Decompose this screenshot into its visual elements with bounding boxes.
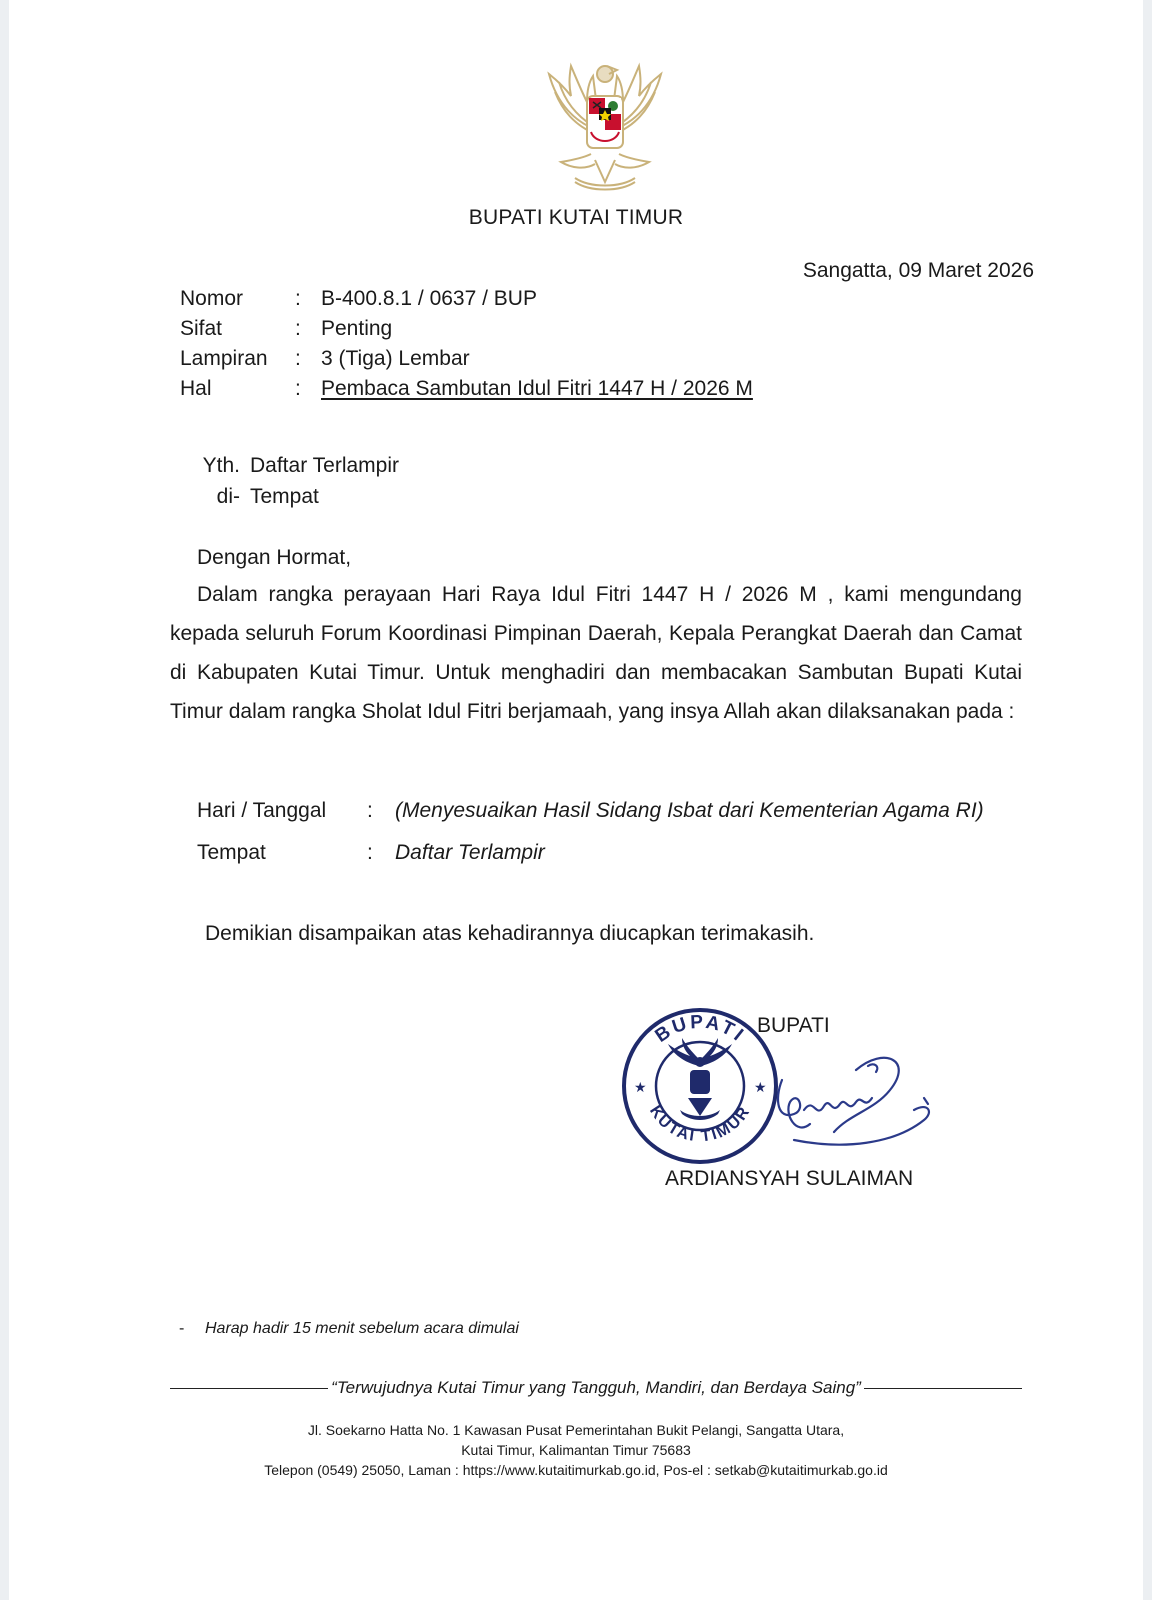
meta-colon: : (295, 347, 301, 370)
letter-page (9, 0, 1143, 1600)
event-row-place (197, 838, 984, 880)
meta-value: 3 (Tiga) Lembar (321, 347, 470, 370)
footer-line-region: Kutai Timur, Kalimantan Timur 75683 (461, 1442, 691, 1458)
addressee-location-value: Tempat (250, 485, 319, 508)
event-value: (Menyesuaikan Hasil Sidang Isbat dari Kementerian Agama RI) (395, 799, 984, 822)
salutation: Dengan Hormat, (197, 546, 352, 569)
meta-colon: : (295, 317, 301, 340)
closing-sentence: Demikian disampaikan atas kehadirannya diucapkan terimakasih. (205, 922, 815, 945)
note-bullet: - (179, 1320, 185, 1337)
note-text: Harap hadir 15 menit sebelum acara dimulai (205, 1320, 519, 1337)
addressee-location-prefix: di- (216, 485, 240, 508)
meta-row-lampiran (180, 344, 753, 374)
place-date: Sangatta, 09 Maret 2026 (802, 259, 1034, 282)
meta-key: Lampiran (180, 347, 268, 370)
event-value: Daftar Terlampir (395, 841, 545, 864)
event-row-date (197, 796, 984, 838)
meta-key: Hal (180, 377, 212, 400)
meta-value: B-400.8.1 / 0637 / BUP (321, 287, 537, 310)
meta-colon: : (295, 287, 301, 310)
footer-address (9, 1420, 1143, 1480)
event-key: Hari / Tanggal (197, 799, 327, 822)
addressee-block (180, 450, 399, 512)
divider-left (170, 1388, 328, 1389)
footer-line-street: Jl. Soekarno Hatta No. 1 Kawasan Pusat Pemerintahan Bukit Pelangi, Sangatta Utara, (307, 1422, 845, 1438)
footer-line-contact: Telepon (0549) 25050, Laman : https://www.kutaitimurkab.go.id, Pos-el : setkab@kutaitimurkab.go.id (264, 1462, 888, 1478)
svg-text:BUPATI: BUPATI (651, 1011, 750, 1048)
signatory-position: BUPATI (757, 1014, 830, 1037)
signatory-name: ARDIANSYAH SULAIMAN (665, 1167, 914, 1190)
event-colon: : (367, 841, 373, 864)
signature-scribble-icon (764, 1040, 944, 1170)
addressee-location-row (180, 481, 399, 512)
meta-value: Penting (321, 317, 393, 340)
attendance-note (179, 1320, 519, 1338)
letter-meta (180, 284, 753, 404)
divider-right (864, 1388, 1022, 1389)
event-details (197, 796, 984, 880)
meta-row-nomor (180, 284, 753, 314)
meta-row-hal (180, 374, 753, 404)
letterhead-title: BUPATI KUTAI TIMUR (468, 206, 684, 229)
meta-value-subject: Pembaca Sambutan Idul Fitri 1447 H / 2026 M (321, 377, 753, 400)
garuda-emblem-icon (535, 52, 675, 194)
meta-row-sifat (180, 314, 753, 344)
event-key: Tempat (197, 841, 266, 864)
motto-text: “Terwujudnya Kutai Timur yang Tangguh, Mandiri, dan Berdaya Saing” (331, 1378, 861, 1397)
svg-text:KUTAI TIMUR: KUTAI TIMUR (645, 1102, 755, 1146)
addressee-value: Daftar Terlampir (250, 454, 399, 477)
motto-line (170, 1378, 1022, 1398)
body-paragraph: Dalam rangka perayaan Hari Raya Idul Fitri 1447 H / 2026 M , kami mengundang kepada seluruh Forum Koordinasi Pimpinan Daerah, Kepala Perangkat Daerah dan Camat di Kabupaten Kutai Timur. Untuk menghadiri dan membacakan Sambutan Bupati Kutai Timur dalam rangka Sholat Idul Fitri berjamaah, yang insya Allah akan dilaksanakan pada : (170, 583, 1022, 723)
meta-colon: : (295, 377, 301, 400)
event-colon: : (367, 799, 373, 822)
addressee-prefix: Yth. (202, 454, 240, 477)
addressee-row (180, 450, 399, 481)
meta-key: Sifat (180, 317, 223, 340)
meta-key: Nomor (180, 287, 244, 310)
svg-text:★: ★ (634, 1079, 647, 1095)
svg-text:★: ★ (754, 1079, 767, 1095)
